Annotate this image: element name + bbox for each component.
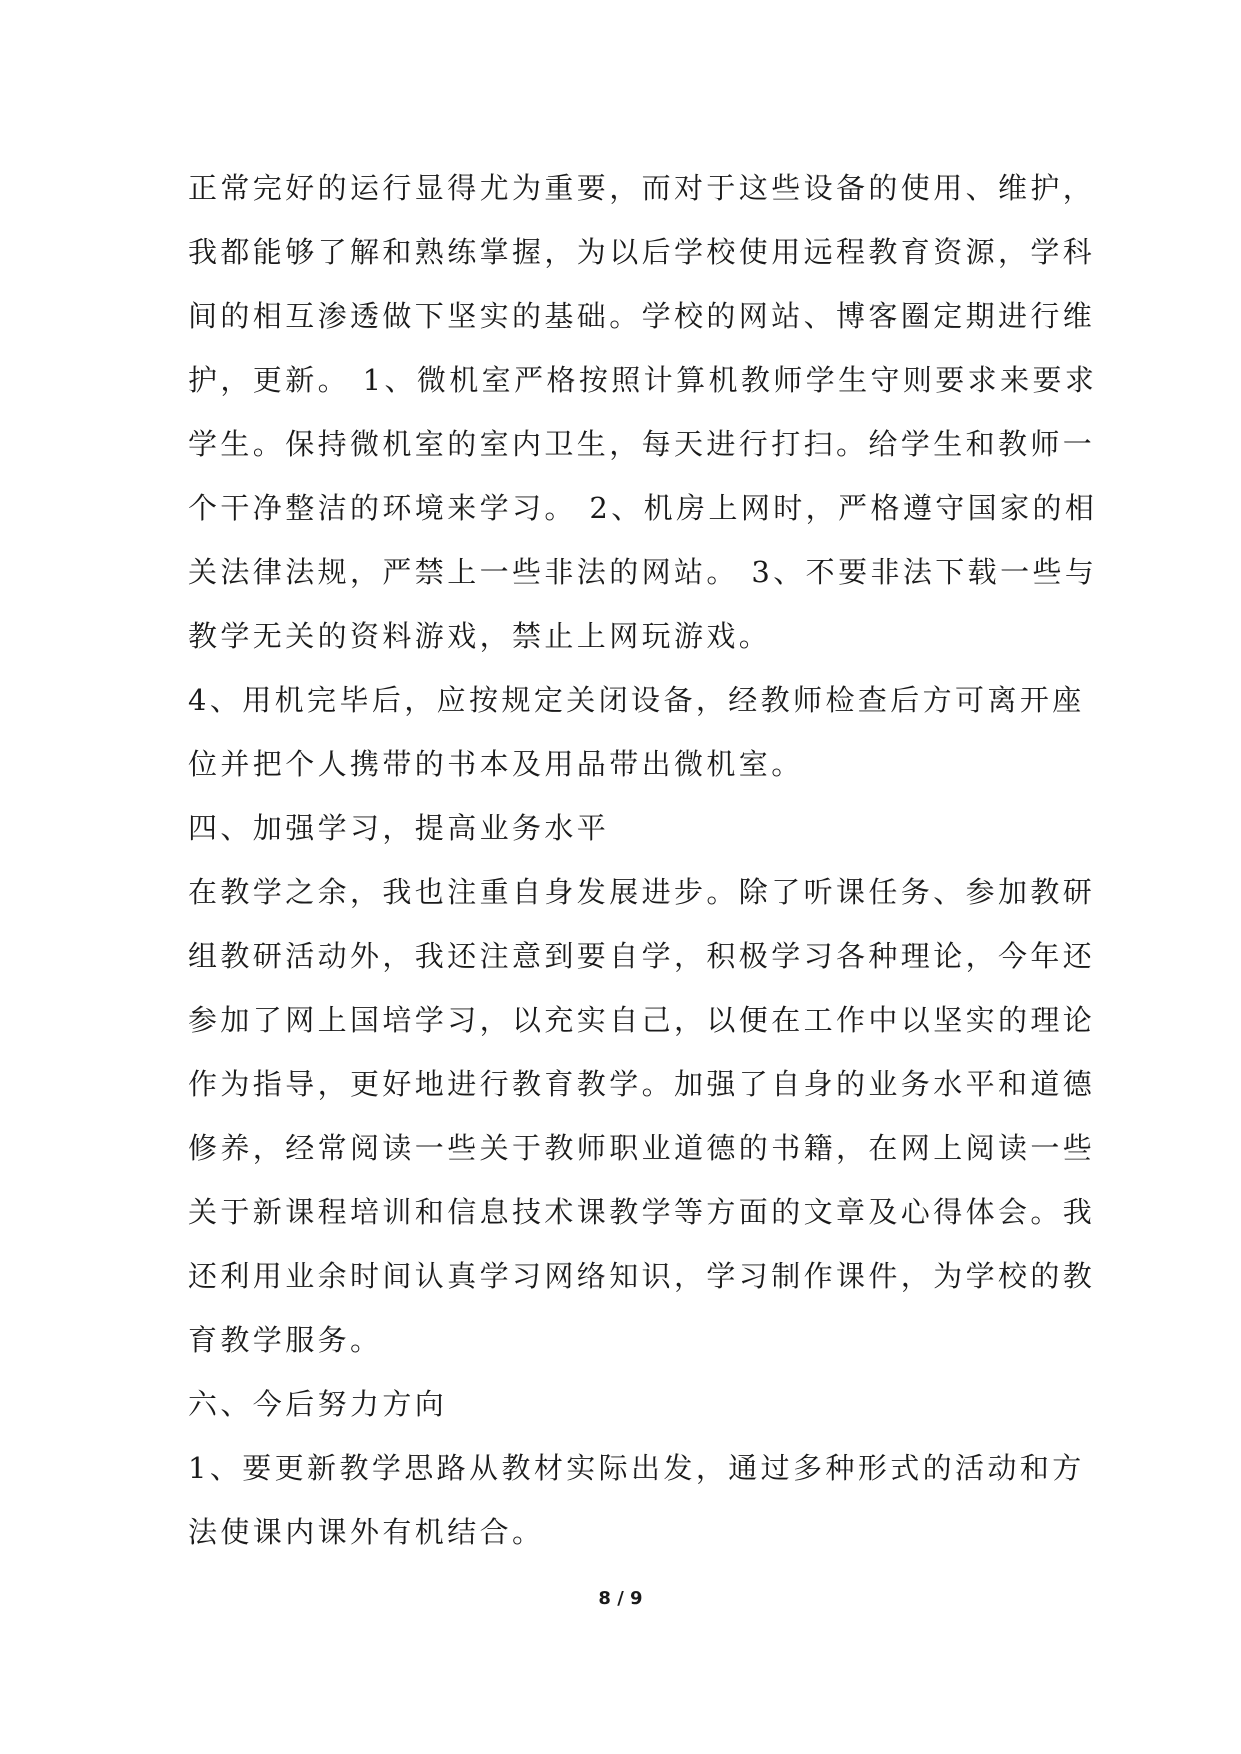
text-line: 位并把个人携带的书本及用品带出微机室。 (188, 747, 804, 781)
text-line: 正常完好的运行显得尤为重要，而对于这些设备的使用、维护， (188, 171, 1096, 205)
text-line: 教学无关的资料游戏，禁止上网玩游戏。 (188, 619, 772, 653)
section-heading: 四、加强学习，提高业务水平 (188, 811, 610, 845)
text-line: 1、要更新教学思路从教材实际出发，通过多种形式的活动和方 (188, 1451, 1085, 1485)
text-line: 法使课内课外有机结合。 (188, 1515, 545, 1549)
text-line: 个干净整洁的环境来学习。 2、机房上网时，严格遵守国家的相 (188, 491, 1098, 525)
section-heading: 六、今后努力方向 (188, 1387, 448, 1421)
text-line: 4、用机完毕后，应按规定关闭设备，经教师检查后方可离开座 (188, 683, 1085, 717)
text-line: 在教学之余，我也注重自身发展进步。除了听课任务、参加教研 (188, 875, 1096, 909)
page-number: 8 / 9 (598, 1588, 643, 1609)
text-line: 还利用业余时间认真学习网络知识，学习制作课件，为学校的教 (188, 1259, 1096, 1293)
text-line: 参加了网上国培学习，以充实自己，以便在工作中以坚实的理论 (188, 1003, 1096, 1037)
text-line: 护，更新。 1、微机室严格按照计算机教师学生守则要求来要求 (188, 363, 1098, 397)
text-line: 学生。保持微机室的室内卫生，每天进行打扫。给学生和教师一 (188, 427, 1096, 461)
text-line: 关法律法规，严禁上一些非法的网站。 3、不要非法下载一些与 (188, 555, 1098, 589)
text-line: 我都能够了解和熟练掌握，为以后学校使用远程教育资源，学科 (188, 235, 1096, 269)
text-line: 修养，经常阅读一些关于教师职业道德的书籍，在网上阅读一些 (188, 1131, 1096, 1165)
text-line: 作为指导，更好地进行教育教学。加强了自身的业务水平和道德 (188, 1067, 1096, 1101)
document-body (188, 156, 1098, 1564)
text-line: 间的相互渗透做下坚实的基础。学校的网站、博客圈定期进行维 (188, 299, 1096, 333)
text-line: 关于新课程培训和信息技术课教学等方面的文章及心得体会。我 (188, 1195, 1096, 1229)
text-line: 组教研活动外，我还注意到要自学，积极学习各种理论，今年还 (188, 939, 1096, 973)
text-line: 育教学服务。 (188, 1323, 383, 1357)
